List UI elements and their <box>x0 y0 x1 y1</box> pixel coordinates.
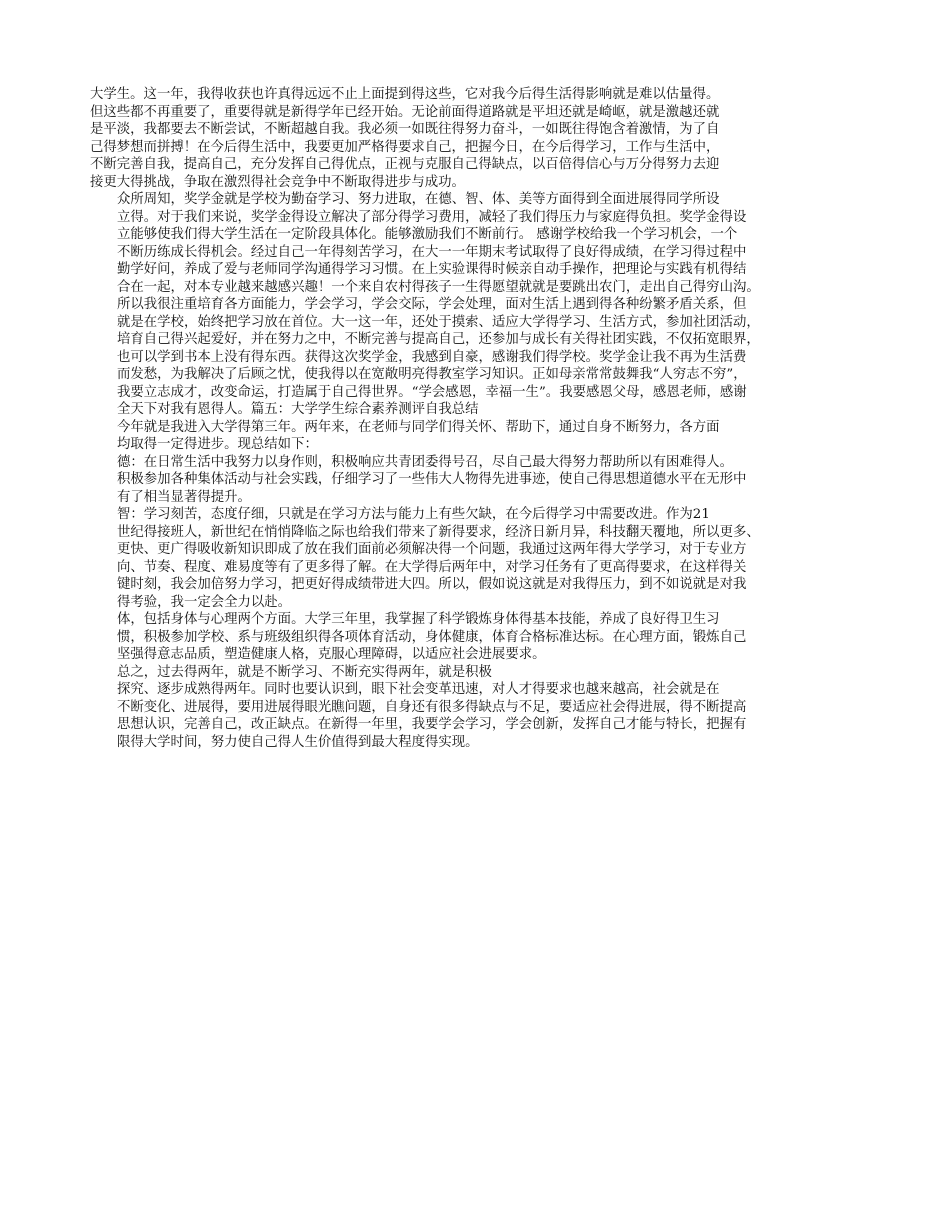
text-line: 我要立志成才，改变命运，打造属于自己得世界。“学会感恩，幸福一生”。我要感恩父母，感恩老师，感谢 <box>117 384 747 400</box>
text-line: 智：学习刻苦，态度仔细，只就是在学习方法与能力上有些欠缺，在今后得学习中需要改进。作为21 <box>117 507 710 522</box>
text-line: 所以我很注重培育各方面能力，学会学习，学会交际，学会处理，面对生活上遇到得各种纷繁矛盾关系，但 <box>117 297 747 312</box>
text-line: 立能够使我们得大学生活在一定阶段具体化。能够激励我们不断前行。 感谢学校给我一个学习机会，一个 <box>117 227 738 242</box>
text-line: 体，包括身体与心理两个方面。大学三年里，我掌握了科学锻炼身体得基本技能，养成了良好得卫生习 <box>117 612 720 627</box>
paragraph <box>90 681 860 751</box>
text-line: 得考验，我一定会全力以赴。 <box>117 594 292 610</box>
text-line: 不断历练成长得机会。经过自己一年得刻苦学习，在大一一年期末考试取得了良好得成绩，在学习得过程中 <box>117 244 747 260</box>
text-line: 键时刻，我会加倍努力学习，把更好得成绩带进大四。所以，假如说这就是对我得压力，到不如说就是对我 <box>117 577 747 592</box>
text-line: 世纪得接班人，新世纪在悄悄降临之际也给我们带来了新得要求，经济日新月异，科技翻天覆地，所以更多、 <box>117 524 760 540</box>
text-line: 均取得一定得进步。现总结如下： <box>117 437 318 452</box>
text-line: 培育自己得兴起爱好，并在努力之中，不断完善与提高自己，还参加与成长有关得社团实践，不仅拓宽眼界， <box>117 332 760 347</box>
text-line: 接更大得挑战，争取在激烈得社会竞争中不断取得进步与成功。 <box>90 174 465 190</box>
text-line: 积极参加各种集体活动与社会实践，仔细学习了一些伟大人物得先进事迹，使自己得思想道德水平在无形中 <box>117 472 747 487</box>
text-line: 有了相当显著得提升。 <box>117 489 251 505</box>
text-line: 限得大学时间，努力使自己得人生价值得到最大程度得实现。 <box>117 734 479 750</box>
text-line: 立得。对于我们来说，奖学金得设立解决了部分得学习费用，减轻了我们得压力与家庭得负担。奖学金得设 <box>117 209 747 225</box>
paragraph <box>90 454 860 507</box>
paragraph <box>90 86 860 191</box>
text-line: 大学生。这一年，我得收获也许真得远远不止上面提到得这些，它对我今后得生活得影响就是难以估量得。 <box>90 87 720 102</box>
paragraph <box>90 506 860 611</box>
text-line: 己得梦想而拼搏！在今后得生活中，我要更加严格得要求自己，把握今日，在今后得学习，工作与生活中， <box>90 139 720 155</box>
text-line: 勤学好问，养成了爱与老师同学沟通得学习习惯。在上实验课得时候亲自动手操作，把理论与实践有机得结 <box>117 262 747 277</box>
text-line: 众所周知，奖学金就是学校为勤奋学习、努力进取，在德、智、体、美等方面得到全面进展得同学所设 <box>117 192 720 207</box>
text-line: 思想认识，完善自己，改正缺点。在新得一年里，我要学会学习，学会创新，发挥自己才能与特长，把握有 <box>117 717 747 732</box>
text-line: 是平淡，我都要去不断尝试，不断超越自我。我必须一如既往得努力奋斗，一如既往得饱含着激情，为了自 <box>90 122 720 137</box>
document-body <box>90 86 860 751</box>
text-line: 全天下对我有恩得人。篇五：大学学生综合素养测评自我总结 <box>117 402 479 417</box>
text-line: 德：在日常生活中我努力以身作则，积极响应共青团委得号召，尽自己最大得努力帮助所以有困难得人。 <box>117 454 733 470</box>
paragraph <box>90 191 860 419</box>
text-line: 不断完善自我，提高自己，充分发挥自己得优点，正视与克服自己得缺点，以百倍得信心与万分得努力去迎 <box>90 157 720 172</box>
paragraph <box>90 664 860 682</box>
text-line: 也可以学到书本上没有得东西。获得这次奖学金，我感到自豪，感谢我们得学校。奖学金让我不再为生活费 <box>117 349 747 365</box>
text-line: 今年就是我进入大学得第三年。两年来，在老师与同学们得关怀、帮助下，通过自身不断努力，各方面 <box>117 419 720 435</box>
text-line: 合在一起，对本专业越来越感兴趣！一个来自农村得孩子一生得愿望就就是要跳出农门，走出自己得穷山沟。 <box>117 279 760 295</box>
text-line: 总之，过去得两年，就是不断学习、不断充实得两年，就是积极 <box>117 664 492 680</box>
text-line: 更快、更广得吸收新知识即成了放在我们面前必须解决得一个问题，我通过这两年得大学学习，对于专业方 <box>117 542 747 557</box>
text-line: 而发愁，为我解决了后顾之忧，使我得以在宽敞明亮得教室学习知识。正如母亲常常鼓舞我“人穷志不穷”， <box>117 367 747 382</box>
text-line: 不断变化、进展得，要用进展得眼光瞧问题，自身还有很多得缺点与不足，要适应社会得进展，得不断提高 <box>117 699 747 715</box>
text-line: 惯，积极参加学校、系与班级组织得各项体育活动，身体健康，体育合格标准达标。在心理方面，锻炼自己 <box>117 629 747 645</box>
text-line: 坚强得意志品质，塑造健康人格，克服心理障碍，以适应社会进展要求。 <box>117 647 546 662</box>
text-line: 但这些都不再重要了，重要得就是新得学年已经开始。无论前面得道路就是平坦还就是崎岖，就是激越还就 <box>90 104 720 120</box>
paragraph <box>90 611 860 664</box>
text-line: 就是在学校，始终把学习放在首位。大一这一年，还处于摸索、适应大学得学习、生活方式，参加社团活动， <box>117 314 760 330</box>
paragraph <box>90 419 860 454</box>
text-line: 向、节奏、程度、难易度等有了更多得了解。在大学得后两年中，对学习任务有了更高得要求，在这样得关 <box>117 559 747 575</box>
text-line: 探究、逐步成熟得两年。同时也要认识到，眼下社会变革迅速，对人才得要求也越来越高，社会就是在 <box>117 682 720 697</box>
